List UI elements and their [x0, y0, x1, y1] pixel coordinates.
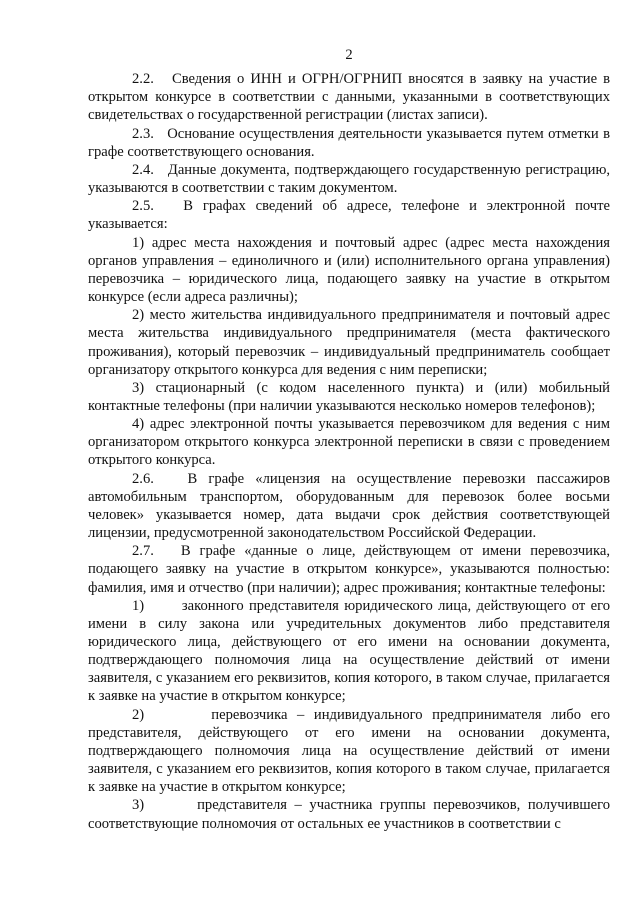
paragraph-2-7: 2.7. В графе «данные о лице, действующем от имени перевозчика, подающего заявку на участие в открытом конкурсе», указываются полностью: фамилия, имя и отчество (при наличии); адрес проживания; контактные телефоны:: [88, 543, 610, 596]
list-item-2-7-1: 1) законного представителя юридического лица, действующего от его имени в силу закона или учредительных документов либо представителя юридического лица, действующего от его имени на основании документа, подтверждающего полномочия лица на осуществление действий от имени заявителя, с указанием его реквизитов, копия которого, в таком случае, прилагается к заявке на участие в открытом конкурсе;: [88, 597, 610, 705]
document-page: [88, 46, 610, 833]
paragraph-2-3: 2.3. Основание осуществления деятельности указывается путем отметки в графе соответствующего основания.: [88, 125, 610, 160]
list-item-2-5-4: 4) адрес электронной почты указывается перевозчиком для ведения с ним организатором открытого конкурса электронной переписки в связи с проведением открытого конкурса.: [88, 416, 610, 469]
list-item-2-5-1: 1) адрес места нахождения и почтовый адрес (адрес места нахождения органов управления – единоличного и (или) исполнительного органа управления) перевозчика – юридического лица, подающего заявку на участие в открытом конкурсе (если адреса различны);: [88, 234, 610, 306]
page-number: 2: [345, 47, 353, 63]
paragraph-2-2: 2.2. Сведения о ИНН и ОГРН/ОГРНИП вносятся в заявку на участие в открытом конкурсе в соответствии с данными, указанными в соответствующих свидетельствах о государственной регистрации (листах записи).: [88, 71, 610, 124]
paragraph-2-5: 2.5. В графах сведений об адресе, телефоне и электронной почте указывается:: [88, 198, 610, 233]
list-item-2-5-2: 2) место жительства индивидуального предпринимателя и почтовый адрес места жительства индивидуального предпринимателя (места фактического проживания), который перевозчик – индивидуальный предприниматель сообщает организатору открытого конкурса для ведения с ним переписки;: [88, 307, 610, 378]
paragraph-2-6: 2.6. В графе «лицензия на осуществление перевозки пассажиров автомобильным транспортом, оборудованным для перевозок более восьми человек» указывается номер, дата выдачи срок действия соответствующей лицензии, предусмотренной законодательством Российской Федерации.: [88, 470, 610, 542]
list-item-2-5-3: 3) стационарный (с кодом населенного пункта) и (или) мобильный контактные телефоны (при наличии указываются несколько номеров телефонов);: [88, 379, 610, 414]
list-item-2-7-3: 3) представителя – участника группы перевозчиков, получившего соответствующие полномочия от остальных ее участников в соответствии с: [88, 797, 610, 832]
paragraph-2-4: 2.4. Данные документа, подтверждающего государственную регистрацию, указываются в соответствии с таким документом.: [88, 161, 610, 197]
list-item-2-7-2: 2) перевозчика – индивидуального предпринимателя либо его представителя, действующего от его имени на основании документа, подтверждающего полномочия лица на осуществление действий от имени заявителя, с указанием его реквизитов, копия которого в таком случае, прилагается к заявке на участие в открытом конкурсе;: [88, 706, 610, 796]
